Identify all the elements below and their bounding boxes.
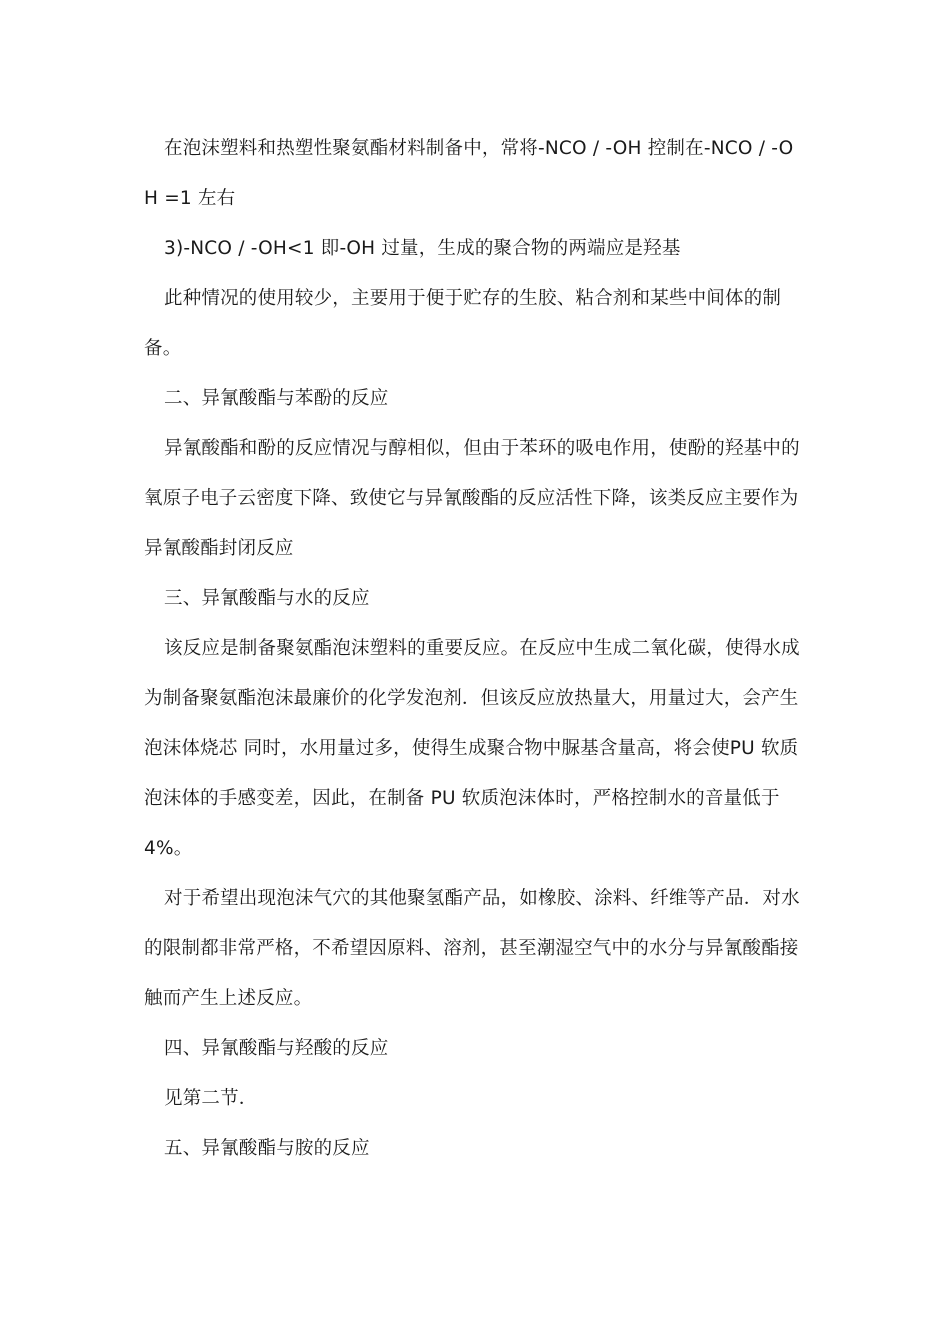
section-heading-carboxylic-acid: 四、异氰酸酯与羟酸的反应 — [164, 1038, 389, 1059]
document-body — [144, 124, 804, 1174]
section-heading-water: 三、异氰酸酯与水的反应 — [164, 588, 370, 609]
paragraph-foam-ratio: 在泡沫塑料和热塑性聚氨酯材料制备中，常将-NCO / -OH 控制在-NCO / -OH =1 左右 — [144, 138, 794, 209]
paragraph-usage-note: 此种情况的使用较少，主要用于便于贮存的生胶、粘合剂和某些中间体的制备。 — [144, 288, 782, 359]
section-heading-phenol: 二、异氰酸酯与苯酚的反应 — [164, 388, 389, 409]
paragraph-ratio-less-than-one: 3)-NCO / -OH<1 即-OH 过量，生成的聚合物的两端应是羟基 — [164, 238, 681, 259]
paragraph-water-reaction: 该反应是制备聚氨酯泡沫塑料的重要反应。在反应中生成二氧化碳，使得水成为制备聚氨酯泡沫最廉价的化学发泡剂．但该反应放热量大，用量过大，会产生泡沫体烧芯 同时，水用量过多，使得生成聚合物中脲基含量高，将会使PU 软质泡沫体的手感变差，因此，在制备 PU 软质泡沫体时，严格控制水的音量低于 4%。 — [144, 638, 800, 859]
paragraph-phenol-reaction: 异氰酸酯和酚的反应情况与醇相似，但由于苯环的吸电作用，使酚的羟基中的氧原子电子云密度下降、致使它与异氰酸酯的反应活性下降，该类反应主要作为异氰酸酯封闭反应 — [144, 438, 800, 559]
section-heading-amine: 五、异氰酸酯与胺的反应 — [164, 1138, 370, 1159]
paragraph-see-section-two: 见第二节． — [164, 1088, 258, 1109]
paragraph-water-restriction: 对于希望出现泡沫气穴的其他聚氢酯产品，如橡胶、涂料、纤维等产品．对水的限制都非常严格，不希望因原料、溶剂，甚至潮湿空气中的水分与异氰酸酯接触而产生上述反应。 — [144, 888, 800, 1009]
